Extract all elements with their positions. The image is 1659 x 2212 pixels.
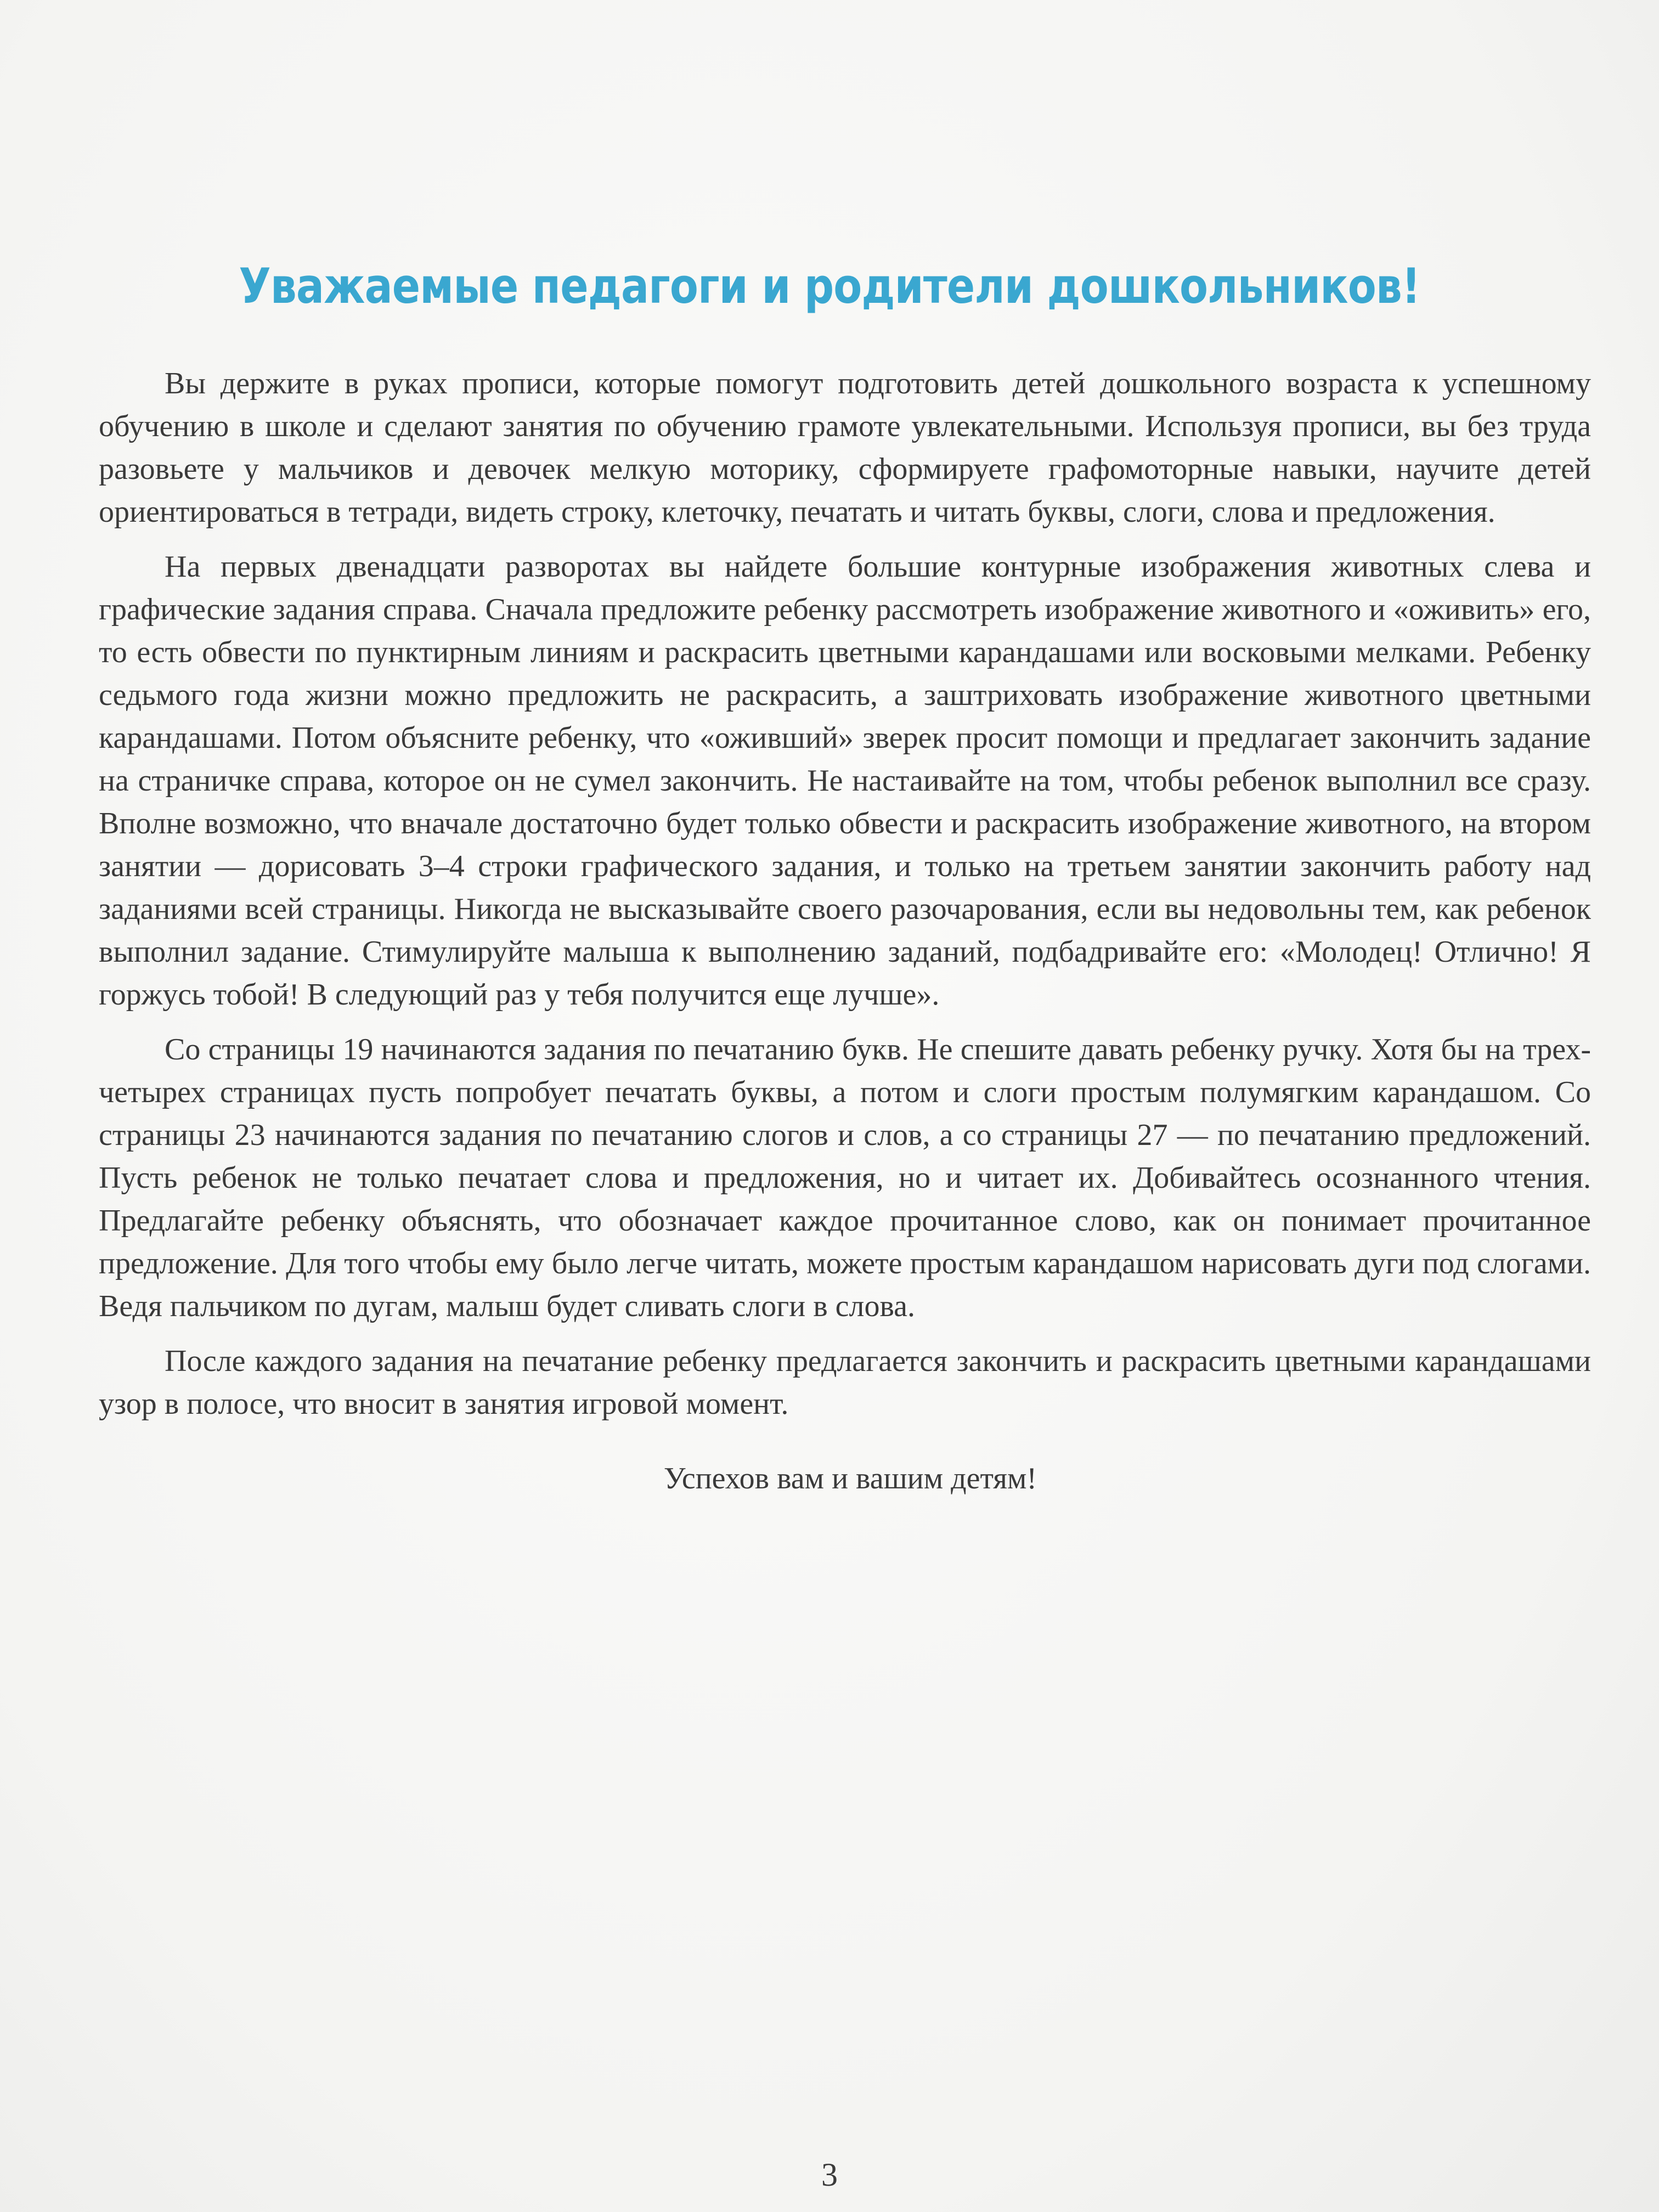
page-title: Уважаемые педагоги и родители дошкольников! <box>239 258 1420 314</box>
paragraph-pattern: После каждого задания на печатание ребенку предлагается закончить и раскрасить цветными карандашами узор в полосе, что вносит в занятия игровой момент. <box>99 1344 1591 1421</box>
paragraph-printing: Со страницы 19 начинаются задания по печатанию букв. Не спешите давать ребенку ручку. Хотя бы на трех-четырех страницах пусть попробует печатать буквы, а потом и слоги простым полумягким карандашом. Со страницы 23 начинаются задания по печатанию слогов и слов, а со страницы 27 — по печатанию предложений. Пусть ребенок не только печатает слова и предложения, но и читает их. Добивайтесь осознанного чтения. Предлагайте ребенку объяснять, что обозначает каждое прочитанное слово, как он понимает прочитанное предложение. Для того чтобы ему было легче читать, можете простым карандашом нарисовать дуги под слогами. Ведя пальчиком по дугам, малыш будет сливать слоги в слова. <box>99 1032 1591 1323</box>
paragraph-intro: Вы держите в руках прописи, которые помогут подготовить детей дошкольного возраста к успешному обучению в школе и сделают занятия по обучению грамоте увлекательными. Используя прописи, вы без труда разовьете у мальчиков и девочек мелкую моторику, сформируете графомоторные навыки, научите детей ориентироваться в тетради, видеть строку, клеточку, печатать и читать буквы, слоги, слова и предложения. <box>99 366 1591 529</box>
body-text <box>99 362 1591 1500</box>
page-number: 3 <box>821 2157 838 2193</box>
paragraph-spreads: На первых двенадцати разворотах вы найдете большие контурные изображения животных слева и графические задания справа. Сначала предложите ребенку рассмотреть изображение животного и «оживить» его, то есть обвести по пунктирным линиям и раскрасить цветными карандашами или восковыми мелками. Ребенку седьмого года жизни можно предложить не раскрасить, а заштриховать изображение животного цветными карандашами. Потом объясните ребенку, что «оживший» зверек просит помощи и предлагает закончить задание на страничке справа, которое он не сумел закончить. Не настаивайте на том, чтобы ребенок выполнил все сразу. Вполне возможно, что вначале достаточно будет только обвести и раскрасить изображение животного, на втором занятии — дорисовать 3–4 строки графического задания, и только на третьем занятии закончить работу над заданиями всей страницы. Никогда не высказывайте своего разочарования, если вы недовольны тем, как ребенок выполнил задание. Стимулируйте малыша к выполнению заданий, подбадривайте его: «Молодец! Отлично! Я горжусь тобой! В следующий раз у тебя получится еще лучше». <box>99 550 1591 1012</box>
closing-wish: Успехов вам и вашим детям! <box>663 1462 1037 1496</box>
